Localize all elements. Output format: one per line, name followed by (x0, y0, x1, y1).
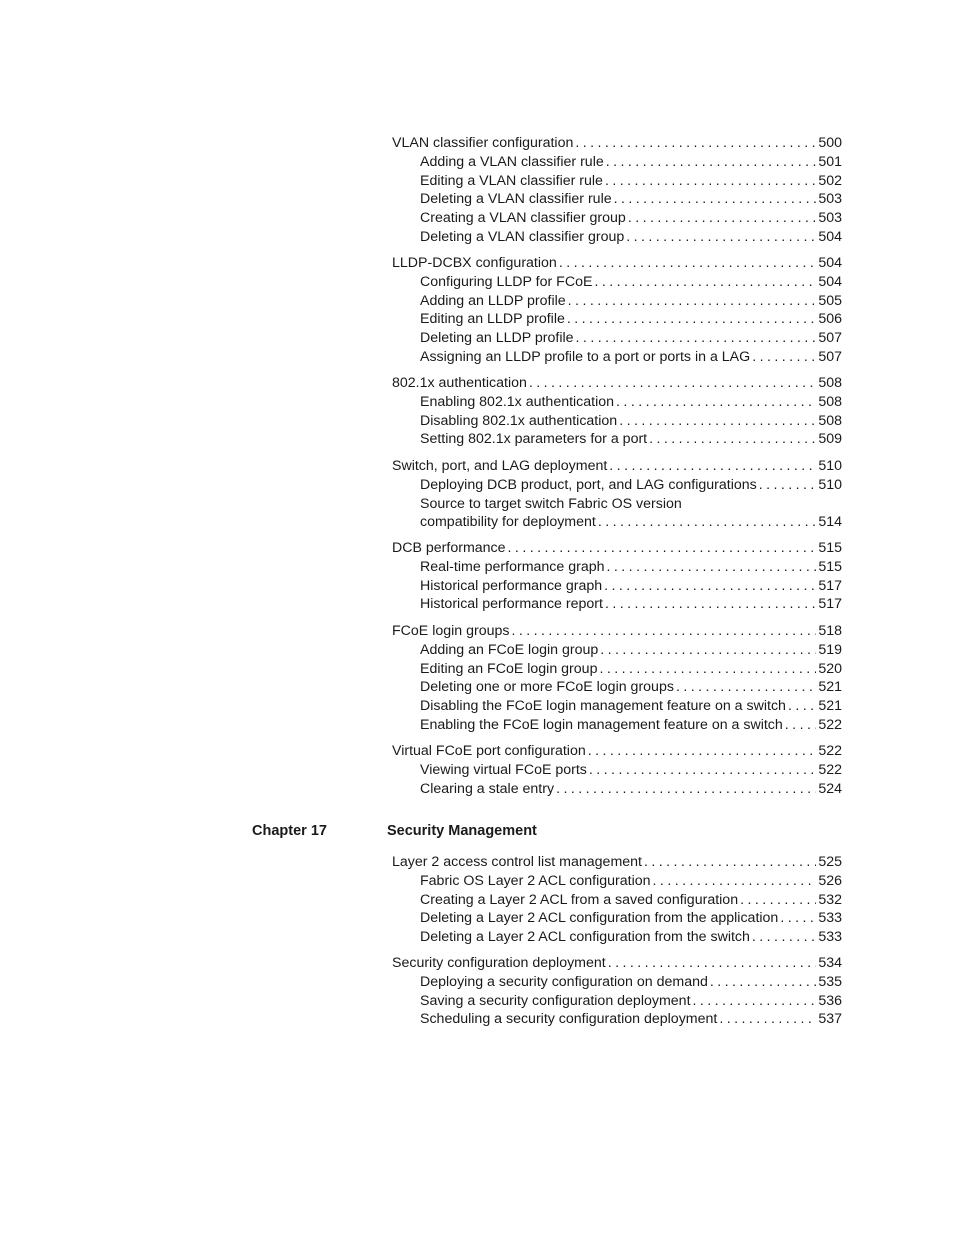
toc-subentry[interactable] (392, 660, 842, 679)
toc-subentry[interactable] (392, 209, 842, 228)
entry-title: Scheduling a security configuration deployment (420, 1011, 718, 1028)
toc-subentry[interactable] (392, 329, 842, 348)
toc-subentry[interactable] (392, 292, 842, 311)
page-number: 520 (818, 660, 842, 677)
dot-leader (575, 134, 816, 153)
toc-subentry[interactable] (392, 476, 842, 495)
entry-title: Virtual FCoE port configuration (392, 743, 586, 759)
entry-title: Adding a VLAN classifier rule (420, 153, 604, 170)
toc-section (392, 134, 842, 247)
dot-leader (626, 228, 816, 247)
page-number: 504 (818, 228, 842, 245)
entry-title: Editing a VLAN classifier rule (420, 172, 603, 189)
dot-leader (568, 292, 817, 311)
dot-leader (576, 329, 817, 348)
page-number: 501 (818, 153, 842, 170)
toc-section (392, 374, 842, 449)
toc-subentry[interactable] (392, 153, 842, 172)
page-number: 518 (818, 623, 842, 639)
dot-leader (600, 641, 816, 660)
entry-title: LLDP-DCBX configuration (392, 255, 557, 271)
page-number: 515 (818, 540, 842, 556)
page-number: 535 (818, 973, 842, 990)
dot-leader (512, 622, 817, 641)
page-number: 532 (818, 891, 842, 908)
dot-leader (644, 853, 816, 872)
toc-entry[interactable] (392, 254, 842, 273)
entry-title: Deleting a Layer 2 ACL configuration from the switch (420, 929, 750, 946)
toc-subentry[interactable] (392, 273, 842, 292)
dot-leader (649, 430, 816, 449)
page-number: 537 (818, 1011, 842, 1028)
toc-section (392, 254, 842, 367)
entry-title: Adding an LLDP profile (420, 292, 566, 309)
page-number: 510 (818, 476, 842, 493)
entry-title: DCB performance (392, 540, 506, 556)
dot-leader (628, 209, 817, 228)
page-number: 509 (818, 431, 842, 448)
page-number: 519 (818, 641, 842, 658)
dot-leader (607, 558, 817, 577)
dot-leader (752, 348, 816, 367)
toc-entry[interactable] (392, 954, 842, 973)
toc-section (392, 742, 842, 798)
toc-subentry[interactable] (392, 190, 842, 209)
toc-entry[interactable] (392, 457, 842, 476)
entry-title: Disabling the FCoE login management feature on a switch (420, 698, 786, 715)
toc-subentry[interactable] (392, 678, 842, 697)
entry-title: Editing an LLDP profile (420, 311, 565, 328)
dot-leader (616, 393, 816, 412)
page-number: 517 (818, 596, 842, 613)
toc-subentry[interactable] (392, 513, 842, 532)
entry-title: FCoE login groups (392, 623, 510, 639)
entry-title: Creating a Layer 2 ACL from a saved configuration (420, 891, 739, 908)
page-number: 500 (818, 135, 842, 151)
page-number: 533 (818, 910, 842, 927)
toc-subentry[interactable] (392, 697, 842, 716)
page-number: 521 (818, 698, 842, 715)
dot-leader (609, 457, 816, 476)
entry-title: Setting 802.1x parameters for a port (420, 431, 648, 448)
dot-leader (780, 909, 816, 928)
page-number: 504 (818, 273, 842, 290)
dot-leader (759, 476, 817, 495)
toc-subentry[interactable] (392, 992, 842, 1011)
entry-title: Deleting one or more FCoE login groups (420, 679, 674, 696)
chapter-number: Chapter 17 (252, 823, 327, 839)
toc-entry[interactable] (392, 134, 842, 153)
page-number: 524 (818, 780, 842, 797)
toc-section (392, 457, 842, 532)
page-number: 503 (818, 210, 842, 227)
page-number: 522 (818, 761, 842, 778)
dot-leader (589, 761, 816, 780)
dot-leader (719, 1010, 816, 1029)
entry-title: Adding an FCoE login group (420, 641, 599, 658)
dot-leader (508, 539, 817, 558)
toc-subentry[interactable] (392, 393, 842, 412)
page-number: 506 (818, 311, 842, 328)
entry-title: 802.1x authentication (392, 375, 527, 391)
toc-subentry[interactable] (392, 495, 842, 514)
entry-title: Disabling 802.1x authentication (420, 412, 618, 429)
entry-title: Deleting a VLAN classifier group (420, 228, 625, 245)
toc-subentry[interactable] (392, 558, 842, 577)
dot-leader (604, 577, 816, 596)
page-number: 522 (818, 716, 842, 733)
dot-leader (606, 153, 817, 172)
toc-subentry[interactable] (392, 973, 842, 992)
toc-subentry[interactable] (392, 228, 842, 247)
toc-entry[interactable] (392, 742, 842, 761)
page-number: 505 (818, 292, 842, 309)
toc-subentry[interactable] (392, 641, 842, 660)
page-number: 508 (818, 412, 842, 429)
entry-title: Configuring LLDP for FCoE (420, 273, 593, 290)
page-number: 507 (818, 348, 842, 365)
toc-subentry[interactable] (392, 928, 842, 947)
page-number: 533 (818, 929, 842, 946)
entry-title: Historical performance report (420, 596, 603, 613)
toc-section (392, 954, 842, 1029)
dot-leader (598, 513, 816, 532)
dot-leader (605, 595, 816, 614)
page-number: 526 (818, 872, 842, 889)
entry-title: Viewing virtual FCoE ports (420, 761, 587, 778)
entry-title: VLAN classifier configuration (392, 135, 574, 151)
toc-subentry[interactable] (392, 716, 842, 735)
dot-leader (785, 716, 817, 735)
toc-subentry[interactable] (392, 430, 842, 449)
toc-subentry[interactable] (392, 310, 842, 329)
page-number: 522 (818, 743, 842, 759)
page-number: 507 (818, 330, 842, 347)
dot-leader (588, 742, 817, 761)
page-number: 508 (818, 375, 842, 391)
entry-title: Saving a security configuration deployment (420, 992, 691, 1009)
dot-leader (614, 190, 817, 209)
toc-subentry[interactable] (392, 577, 842, 596)
dot-leader (788, 697, 816, 716)
dot-leader (608, 954, 817, 973)
entry-title: Real-time performance graph (420, 558, 605, 575)
dot-leader (599, 660, 816, 679)
toc-subentry[interactable] (392, 872, 842, 891)
entry-title: Clearing a stale entry (420, 780, 555, 797)
toc-entry[interactable] (392, 374, 842, 393)
entry-title: Historical performance graph (420, 577, 603, 594)
page-number: 514 (818, 514, 842, 531)
page-number: 534 (818, 955, 842, 971)
toc-subentry[interactable] (392, 761, 842, 780)
entry-title: Deleting a Layer 2 ACL configuration from the application (420, 910, 779, 927)
entry-title: compatibility for deployment (420, 514, 596, 531)
page-number: 515 (818, 558, 842, 575)
toc-subentry[interactable] (392, 412, 842, 431)
toc-subentry[interactable] (392, 891, 842, 910)
dot-leader (619, 412, 816, 431)
entry-title: Security configuration deployment (392, 955, 606, 971)
entry-title: Layer 2 access control list management (392, 854, 642, 870)
dot-leader (693, 992, 817, 1011)
page-number: 525 (818, 854, 842, 870)
dot-leader (529, 374, 816, 393)
page-number: 503 (818, 191, 842, 208)
page-number: 504 (818, 255, 842, 271)
dot-leader (710, 973, 816, 992)
entry-title: Deploying DCB product, port, and LAG configurations (420, 476, 757, 493)
dot-leader (556, 780, 816, 799)
entry-title: Enabling 802.1x authentication (420, 393, 615, 410)
toc-section (392, 539, 842, 614)
toc-subentry[interactable] (392, 1010, 842, 1029)
entry-title: Deploying a security configuration on demand (420, 973, 708, 990)
dot-leader (605, 172, 816, 191)
entry-title: Fabric OS Layer 2 ACL configuration (420, 872, 651, 889)
toc-entry[interactable] (392, 853, 842, 872)
entry-title: Switch, port, and LAG deployment (392, 458, 608, 474)
chapter-heading (252, 823, 852, 843)
entry-title: Deleting an LLDP profile (420, 330, 574, 347)
toc-entry[interactable] (392, 539, 842, 558)
entry-title: Enabling the FCoE login management feature on a switch (420, 716, 783, 733)
toc-entry[interactable] (392, 622, 842, 641)
dot-leader (653, 872, 817, 891)
toc-subentry[interactable] (392, 909, 842, 928)
page-number: 510 (818, 458, 842, 474)
dot-leader (752, 928, 816, 947)
page-number: 517 (818, 577, 842, 594)
dot-leader (740, 891, 816, 910)
toc-section (392, 853, 842, 947)
toc-section (392, 622, 842, 735)
toc-subentry[interactable] (392, 348, 842, 367)
page-number: 502 (818, 172, 842, 189)
toc-subentry[interactable] (392, 595, 842, 614)
toc-subentry[interactable] (392, 172, 842, 191)
page-number: 508 (818, 393, 842, 410)
chapter-title: Security Management (387, 823, 537, 839)
dot-leader (559, 254, 817, 273)
entry-title: Deleting a VLAN classifier rule (420, 191, 612, 208)
dot-leader (676, 678, 816, 697)
entry-title: Source to target switch Fabric OS version (420, 495, 682, 512)
entry-title: Editing an FCoE login group (420, 660, 598, 677)
entry-title: Creating a VLAN classifier group (420, 210, 626, 227)
dot-leader (567, 310, 816, 329)
toc-subentry[interactable] (392, 780, 842, 799)
entry-title: Assigning an LLDP profile to a port or ports in a LAG (420, 348, 751, 365)
dot-leader (594, 273, 816, 292)
page-number: 521 (818, 679, 842, 696)
page-number: 536 (818, 992, 842, 1009)
